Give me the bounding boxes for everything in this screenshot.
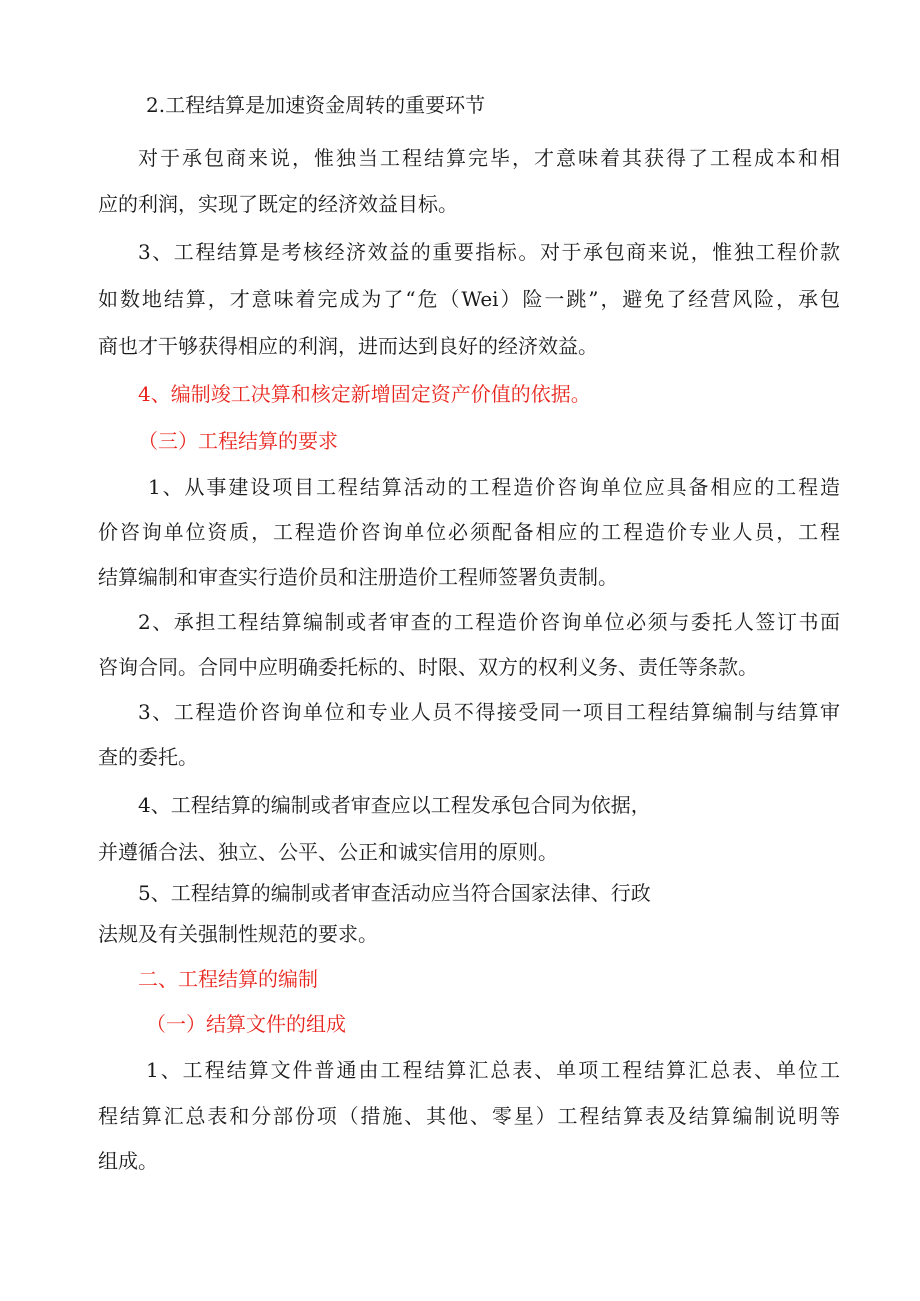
section-heading-composition: （一）结算文件的组成 bbox=[146, 1012, 346, 1036]
paragraph-line: 2、承担工程结算编制或者审查的工程造价咨询单位必须与委托人签订书面 bbox=[138, 610, 840, 634]
subsection-heading-2: 2.工程结算是加速资金周转的重要环节 bbox=[146, 93, 486, 117]
highlighted-point-4: 4、编制竣工决算和核定新增固定资产价值的依据。 bbox=[138, 382, 591, 406]
paragraph-line: 对于承包商来说，惟独当工程结算完毕，才意味着其获得了工程成本和相 bbox=[138, 146, 840, 170]
paragraph-line: 3、工程结算是考核经济效益的重要指标。对于承包商来说，惟独工程价款 bbox=[138, 240, 840, 264]
paragraph-line: 并遵循合法、独立、公平、公正和诚实信用的原则。 bbox=[98, 840, 558, 864]
paragraph-line: 咨询合同。合同中应明确委托标的、时限、双方的权利义务、责任等条款。 bbox=[98, 655, 758, 679]
paragraph-line: 应的利润，实现了既定的经济效益目标。 bbox=[98, 192, 458, 216]
paragraph-line: 法规及有关强制性规范的要求。 bbox=[98, 922, 378, 946]
paragraph-line: 1、从事建设项目工程结算活动的工程造价咨询单位应具备相应的工程造 bbox=[148, 475, 840, 499]
chapter-heading-compilation: 二、工程结算的编制 bbox=[138, 967, 318, 991]
paragraph-line: 组成。 bbox=[98, 1149, 158, 1173]
paragraph-line: 查的委托。 bbox=[98, 745, 198, 769]
paragraph-line: 4、工程结算的编制或者审查应以工程发承包合同为依据， bbox=[138, 793, 651, 817]
paragraph-line: 程结算汇总表和分部份项（措施、其他、零星）工程结算表及结算编制说明等 bbox=[98, 1104, 840, 1128]
paragraph-line: 1、工程结算文件普通由工程结算汇总表、单项工程结算汇总表、单位工 bbox=[146, 1058, 840, 1082]
paragraph-line: 结算编制和审查实行造价员和注册造价工程师签署负责制。 bbox=[98, 565, 618, 589]
paragraph-line: 商也才干够获得相应的利润，进而达到良好的经济效益。 bbox=[98, 334, 598, 358]
paragraph-line: 3、工程造价咨询单位和专业人员不得接受同一项目工程结算编制与结算审 bbox=[138, 700, 840, 724]
paragraph-line: 价咨询单位资质，工程造价咨询单位必须配备相应的工程造价专业人员，工程 bbox=[98, 520, 840, 544]
paragraph-line: 5、工程结算的编制或者审查活动应当符合国家法律、行政 bbox=[138, 881, 651, 905]
section-heading-requirements: （三）工程结算的要求 bbox=[138, 429, 338, 453]
paragraph-line: 如数地结算，才意味着完成为了“危（Wei）险一跳”，避免了经营风险，承包 bbox=[98, 287, 840, 311]
